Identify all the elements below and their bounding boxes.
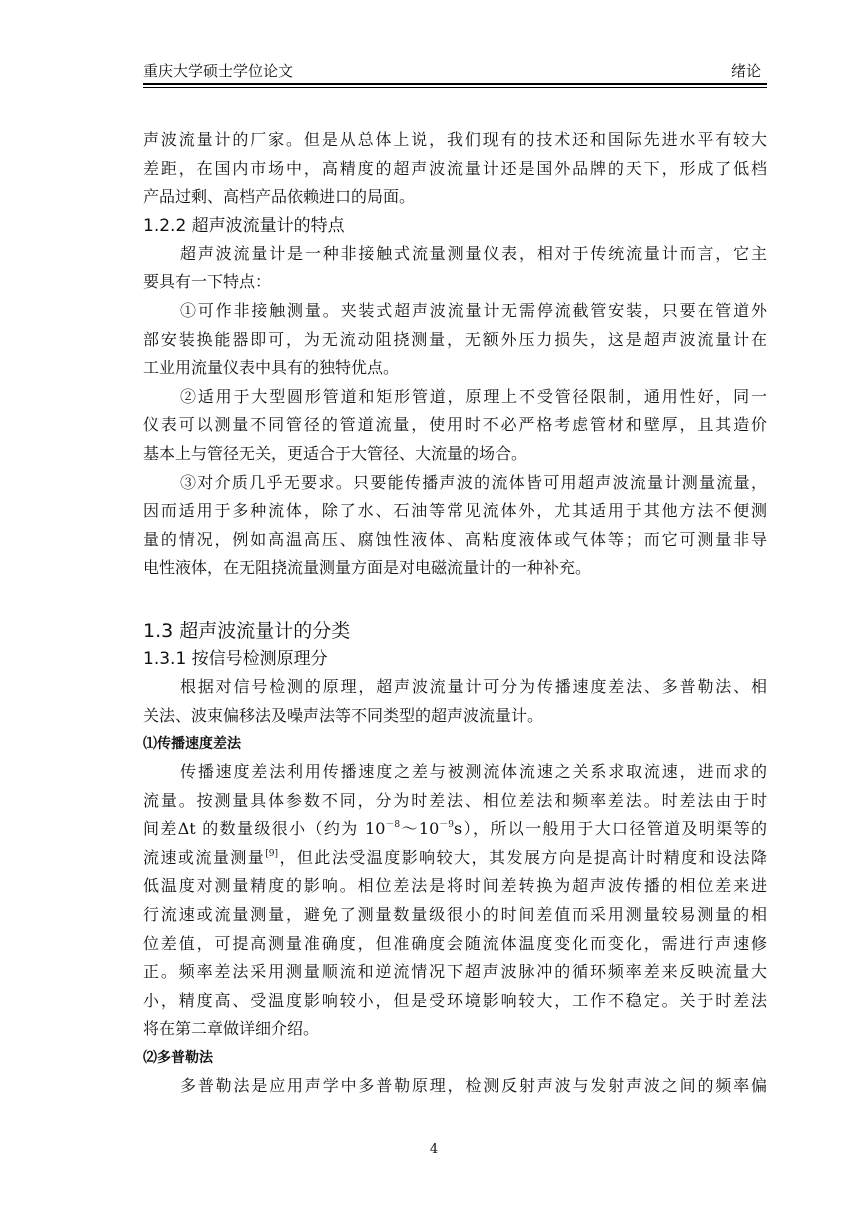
subheading-propagation-velocity-difference: ⑴传播速度差法 <box>143 736 241 753</box>
text-span: 流速或流量测量 <box>143 847 266 867</box>
text-line: 因而适用于多种流体，除了水、石油等常见流体外，尤其适用于其他方法不便测 <box>143 501 767 521</box>
paragraph <box>143 240 767 297</box>
text-line: 超声波流量计是一种非接触式流量测量仪表，相对于传统流量计而言，它主 <box>180 243 767 263</box>
paragraph <box>143 126 767 212</box>
section-heading-1-3: 1.3 超声波流量计的分类 <box>143 619 351 642</box>
exponent: －9 <box>439 820 454 831</box>
text-line <box>143 815 767 844</box>
text-span: ～10 <box>400 819 440 839</box>
text-span: s），所以一般用于大口径管道及明渠等的 <box>454 819 767 839</box>
text-line: 多普勒法是应用声学中多普勒原理，检测反射声波与发射声波之间的频率偏 <box>180 1076 767 1096</box>
exponent: －8 <box>385 820 401 831</box>
text-line: ③对介质几乎无要求。只要能传播声波的流体皆可用超声波流量计测量流量， <box>180 472 767 492</box>
text-span: ，但此法受温度影响较大，其发展方向是提高计时精度和设法降 <box>278 847 767 867</box>
paragraph <box>143 297 767 383</box>
text-line: 电性液体，在无阻挠流量测量方面是对电磁流量计的一种补充。 <box>143 558 592 578</box>
page-number: 4 <box>429 1142 439 1157</box>
paragraph <box>143 469 767 583</box>
text-line: 基本上与管径无关，更适合于大管径、大流量的场合。 <box>143 443 528 463</box>
header-rule-thin <box>143 87 767 88</box>
running-header-title: 重庆大学硕士学位论文 <box>143 62 294 80</box>
text-line: 流量。按测量具体参数不同，分为时差法、相位差法和频率差法。时差法由于时 <box>143 790 767 810</box>
section-gap <box>143 583 767 617</box>
text-line: 量的情况，例如高温高压、腐蚀性液体、高粘度液体或气体等；而它可测量非导 <box>143 529 767 549</box>
text-line: ①可作非接触测量。夹装式超声波流量计无需停流截管安装，只要在管道外 <box>180 300 767 320</box>
section-heading-1-2-2: 1.2.2 超声波流量计的特点 <box>143 215 345 236</box>
header-rule-thick <box>143 83 767 85</box>
text-line: 行流速或流量测量，避免了测量数量级很小的时间差值而采用测量较易测量的相 <box>143 905 767 925</box>
text-line: 将在第二章做详细介绍。 <box>143 1019 320 1039</box>
text-span: 间差Δt 的数量级很小（约为 10 <box>143 819 386 839</box>
text-line: 产品过剩、高档产品依赖进口的局面。 <box>143 187 416 207</box>
citation-ref: [9] <box>265 848 278 859</box>
text-line <box>143 844 767 873</box>
text-line: 要具有一下特点： <box>143 272 272 292</box>
running-header-chapter: 绪论 <box>730 62 761 80</box>
subheading-doppler: ⑵多普勒法 <box>143 1050 213 1067</box>
text-line: 部安装换能器即可，为无流动阻挠测量，无额外压力损失，这是超声波流量计在 <box>143 329 767 349</box>
paragraph <box>143 758 767 1044</box>
text-line: 传播速度差法利用传播速度之差与被测流体流速之关系求取流速，进而求的 <box>180 762 767 782</box>
text-line: 低温度对测量精度的影响。相位差法是将时间差转换为超声波传播的相位差来进 <box>143 876 767 896</box>
paragraph <box>143 1072 767 1101</box>
paragraph <box>143 673 767 730</box>
text-line: ②适用于大型圆形管道和矩形管道，原理上不受管径限制，通用性好，同一 <box>180 386 767 406</box>
text-line: 差距，在国内市场中，高精度的超声波流量计还是国外品牌的天下，形成了低档 <box>143 158 767 178</box>
paragraph <box>143 383 767 469</box>
page-body <box>143 126 767 1101</box>
text-line: 仪表可以测量不同管径的管道流量，使用时不必严格考虑管材和壁厚，且其造价 <box>143 415 767 435</box>
text-line: 正。频率差法采用测量顺流和逆流情况下超声波脉冲的循环频率差来反映流量大 <box>143 962 767 982</box>
text-line: 根据对信号检测的原理，超声波流量计可分为传播速度差法、多普勒法、相 <box>180 676 767 696</box>
text-line: 小，精度高、受温度影响较小，但是受环境影响较大，工作不稳定。关于时差法 <box>143 990 767 1010</box>
text-line: 关法、波束偏移法及噪声法等不同类型的超声波流量计。 <box>143 705 544 725</box>
text-line: 工业用流量仪表中具有的独特优点。 <box>143 358 400 378</box>
text-line: 声波流量计的厂家。但是从总体上说，我们现有的技术还和国际先进水平有较大 <box>143 130 767 149</box>
text-line: 位差值，可提高测量准确度，但准确度会随流体温度变化而变化，需进行声速修 <box>143 933 767 953</box>
section-heading-1-3-1: 1.3.1 按信号检测原理分 <box>143 648 328 669</box>
